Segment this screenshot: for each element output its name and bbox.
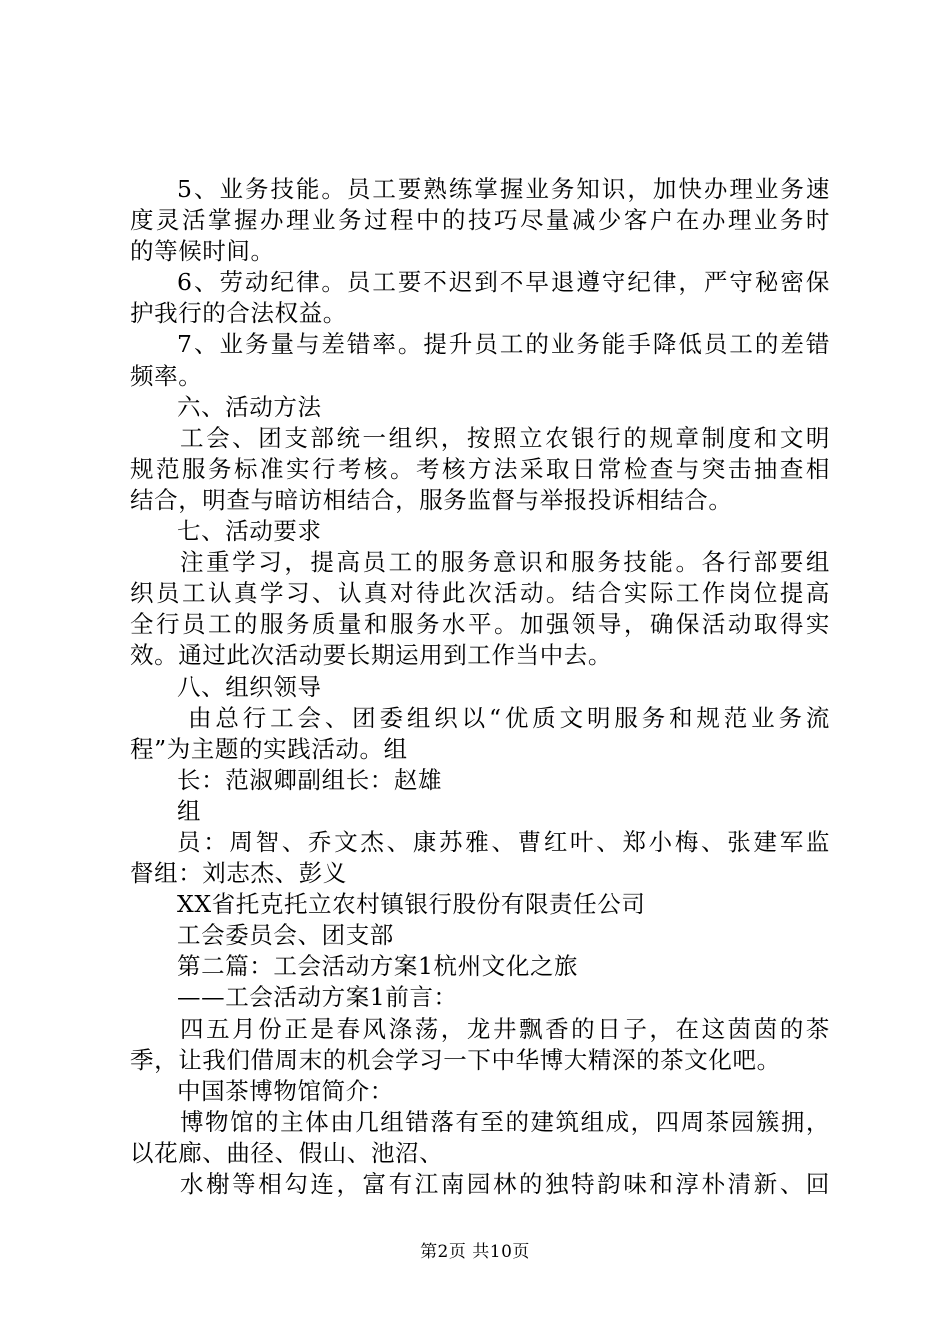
- text-line: 6、劳动纪律。员工要不迟到不早退遵守纪律，严守秘密保: [177, 268, 830, 297]
- document-body: [130, 174, 830, 1200]
- text-line: 织员工认真学习、认真对待此次活动。结合实际工作岗位提高: [130, 579, 830, 608]
- text-line: 频率。: [130, 361, 203, 390]
- page-number-label: 第2页 共10页: [420, 1242, 530, 1262]
- text-line: 5、业务技能。员工要熟练掌握业务知识，加快办理业务速: [177, 175, 830, 203]
- text-line: XX省托克托立农村镇银行股份有限责任公司: [177, 890, 646, 919]
- text-line: 护我行的合法权益。: [130, 299, 347, 328]
- text-line: 第二篇：工会活动方案1杭州文化之旅: [177, 952, 579, 981]
- text-line: 工会委员会、团支部: [177, 921, 394, 950]
- text-line: 七、活动要求: [177, 517, 322, 546]
- text-line: 组: [177, 796, 202, 825]
- page-footer: [0, 1242, 950, 1262]
- text-line: 四五月份正是春风涤荡，龙井飘香的日子，在这茵茵的茶: [180, 1014, 830, 1043]
- text-line: 八、组织领导: [177, 672, 322, 701]
- text-line: 由总行工会、团委组织以“优质文明服务和规范业务流: [188, 703, 830, 732]
- text-line: 注重学习，提高员工的服务意识和服务技能。各行部要组: [180, 548, 830, 577]
- text-line: 程”为主题的实践活动。组: [130, 734, 408, 763]
- text-line: 季，让我们借周末的机会学习一下中华博大精深的茶文化吧。: [130, 1045, 781, 1074]
- text-line: 全行员工的服务质量和服务水平。加强领导，确保活动取得实: [130, 610, 830, 639]
- text-line: 的等候时间。: [130, 237, 275, 266]
- text-line: 六、活动方法: [177, 392, 322, 421]
- text-line: 以花廊、曲径、假山、池沼、: [130, 1138, 444, 1167]
- text-line: ——工会活动方案1前言：: [177, 983, 458, 1012]
- text-line: 工会、团支部统一组织，按照立农银行的规章制度和文明: [180, 423, 830, 452]
- text-line: 员：周智、乔文杰、康苏雅、曹红叶、郑小梅、张建军监: [177, 827, 830, 856]
- text-line: 长：范淑卿副组长：赵雄: [177, 765, 443, 794]
- text-line: 结合，明查与暗访相结合，服务监督与举报投诉相结合。: [130, 485, 733, 514]
- text-line: 督组：刘志杰、彭义: [130, 859, 347, 888]
- text-line: 规范服务标准实行考核。考核方法采取日常检查与突击抽查相: [130, 454, 830, 483]
- text-line: 7、业务量与差错率。提升员工的业务能手降低员工的差错: [177, 330, 830, 359]
- text-line: 水榭等相勾连，富有江南园林的独特韵味和淳朴清新、回: [180, 1170, 830, 1198]
- text-line: 效。通过此次活动要长期运用到工作当中去。: [130, 641, 612, 670]
- text-line: 度灵活掌握办理业务过程中的技巧尽量减少客户在办理业务时: [130, 206, 830, 235]
- text-line: 博物馆的主体由几组错落有至的建筑组成，四周茶园簇拥，: [180, 1107, 830, 1136]
- text-line: 中国茶博物馆简介：: [177, 1076, 394, 1105]
